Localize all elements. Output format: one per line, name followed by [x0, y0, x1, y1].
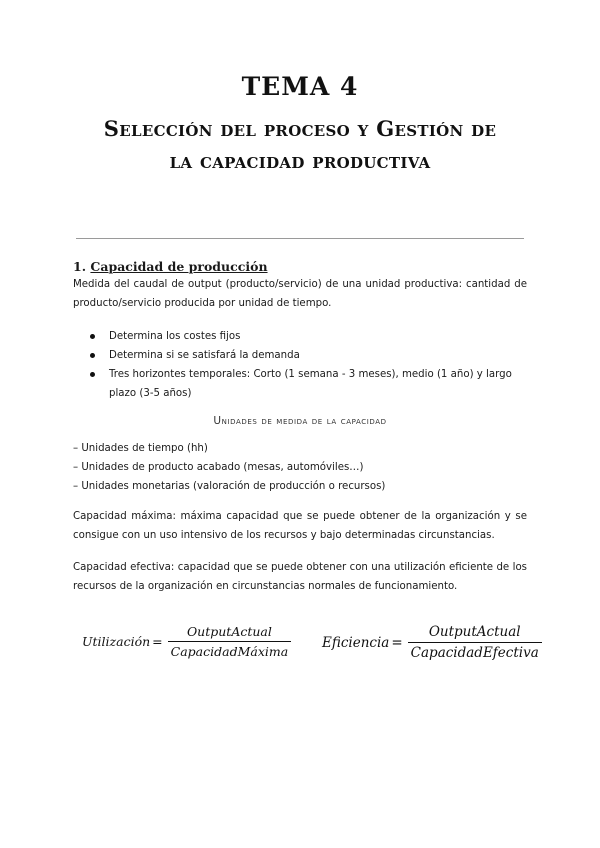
formula-numerator: OutputActual: [428, 624, 521, 640]
bullet-dot-icon: [90, 372, 95, 377]
formula-lhs: Utilización: [82, 634, 151, 649]
capacidad-maxima-paragraph: Capacidad máxima: máxima capacidad que se puede obtener de la organización y se consigue con un uso intensivo de los recursos y bajo determinadas circunstancias.: [73, 511, 527, 541]
horizontal-divider: [76, 238, 524, 239]
formula-fraction: [168, 624, 292, 659]
document-subtitle-line2: la capacidad productiva: [169, 148, 431, 173]
units-item: – Unidades de producto acabado (mesas, automóviles…): [73, 462, 364, 473]
units-heading: Unidades de medida de la capacidad: [213, 415, 387, 427]
bullet-item: [73, 346, 527, 365]
formula-equals: =: [391, 634, 403, 651]
formula-denominator: CapacidadMáxima: [170, 644, 289, 659]
bullet-dot-icon: [90, 334, 95, 339]
document-subtitle-line1: Selección del proceso y Gestión de: [103, 116, 497, 141]
bullet-text: Determina si se satisfará la demanda: [109, 350, 300, 361]
bullet-dot-icon: [90, 353, 95, 358]
section-heading: [73, 259, 268, 274]
bullet-item: [73, 327, 527, 346]
formula-denominator: CapacidadEfectiva: [410, 645, 539, 661]
bullet-text: Tres horizontes temporales: Corto (1 semana - 3 meses), medio (1 año) y largo plazo (3-5 años): [109, 369, 512, 399]
formula-numerator: OutputActual: [186, 624, 272, 639]
formula-fraction: [408, 624, 542, 661]
eficiencia-formula: [322, 624, 542, 661]
units-item: – Unidades monetarias (valoración de producción o recursos): [73, 481, 386, 492]
formula-lhs: Eficiencia: [322, 634, 390, 651]
bullet-list: [73, 327, 527, 403]
section-title: Capacidad de producción: [90, 259, 268, 274]
section-number: 1.: [73, 259, 87, 274]
bullet-text: Determina los costes fijos: [109, 331, 241, 342]
units-list: [73, 439, 527, 496]
utilizacion-formula: [82, 624, 291, 659]
units-item: – Unidades de tiempo (hh): [73, 443, 208, 454]
bullet-item: [73, 365, 527, 403]
definition-paragraph: Medida del caudal de output (producto/servicio) de una unidad productiva: cantidad de producto/servicio producida por unidad de tiempo.: [73, 279, 527, 309]
document-title: TEMA 4: [241, 72, 359, 101]
formula-equals: =: [152, 634, 163, 649]
capacidad-efectiva-paragraph: Capacidad efectiva: capacidad que se puede obtener con una utilización eficiente de los recursos de la organización en circunstancias normales de funcionamiento.: [73, 562, 527, 592]
